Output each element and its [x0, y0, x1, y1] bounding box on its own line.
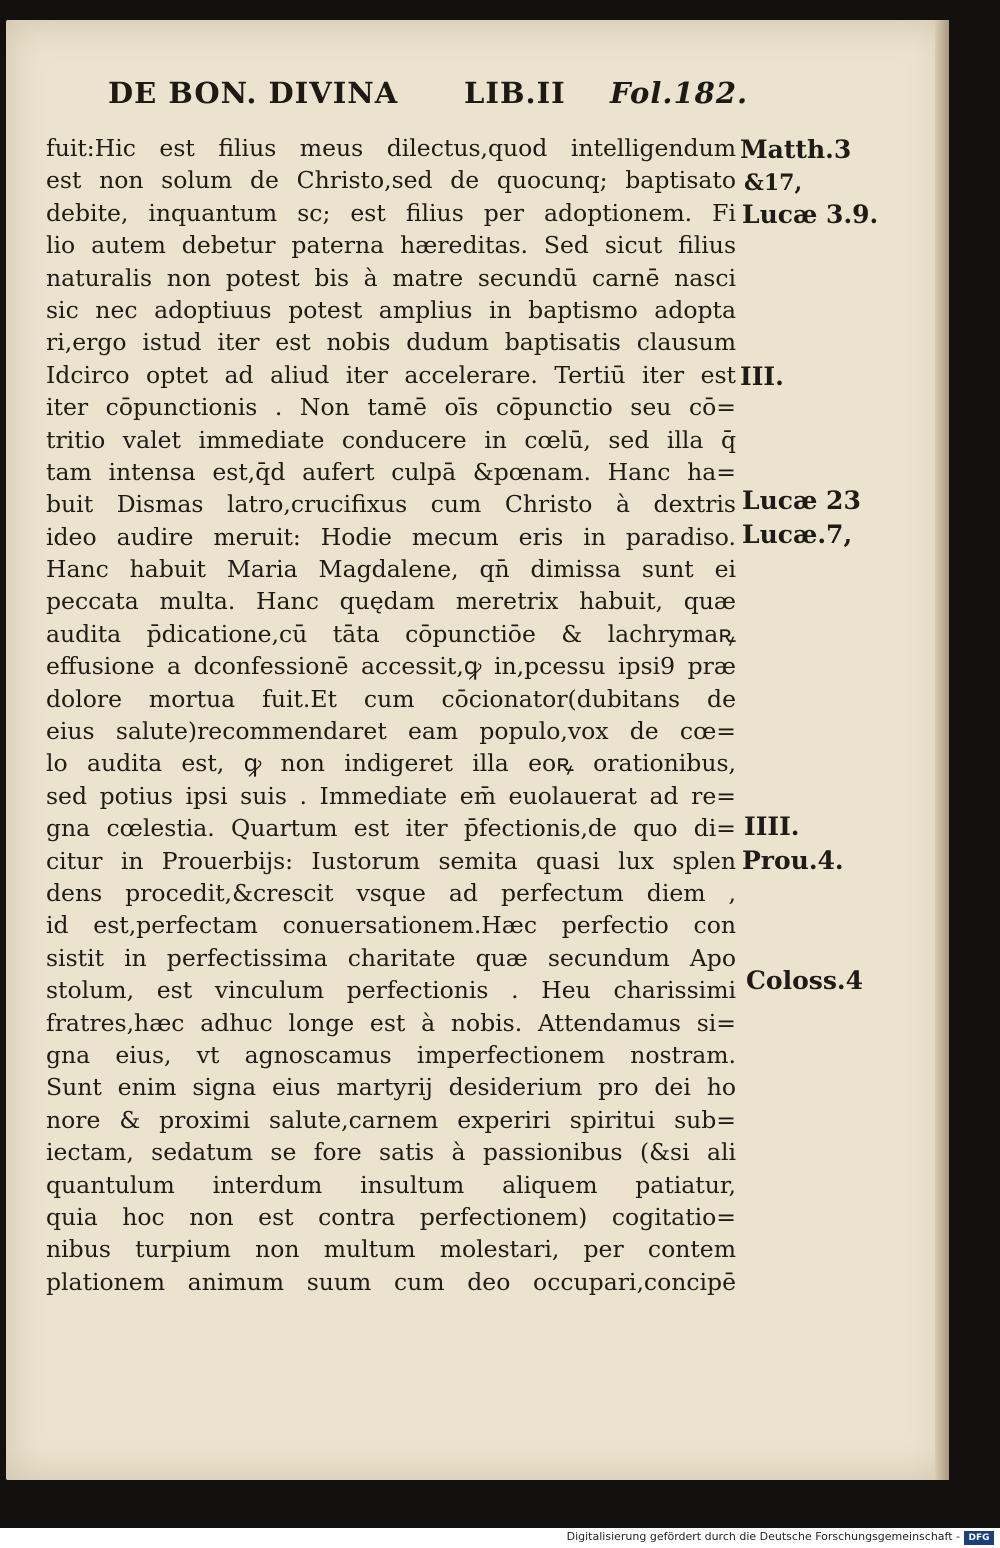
text-line: sistit in perfectissima charitate quæ secundum Apo	[46, 943, 736, 972]
text-line: plationem animum suum cum deo occupari,concipē	[46, 1267, 736, 1296]
text-line: effusione a dconfessionē accessit,ꝙ in,pcessu ipsi9 præ	[46, 652, 736, 681]
text-line: peccata multa. Hanc quędam meretrix habuit, quæ	[46, 587, 736, 616]
margin-note-lucae-23: Lucæ 23	[742, 486, 861, 515]
footer-bar	[0, 1528, 1000, 1548]
text-line: debite, inquantum sc; est filius per adoptionem. Fi	[46, 198, 736, 227]
text-line: naturalis non potest bis à matre secundū carnē nasci	[46, 263, 736, 292]
text-line: tritio valet immediate conducere in cœlū, sed illa q̄	[46, 425, 736, 454]
text-line: sic nec adoptiuus potest amplius in baptismo adopta	[46, 295, 736, 324]
text-line: dens procedit,&crescit vsque ad perfectum diem ,	[46, 878, 736, 907]
text-line: ideo audire meruit: Hodie mecum eris in paradiso.	[46, 522, 736, 551]
text-line: lio autem debetur paterna hæreditas. Sed sicut filius	[46, 231, 736, 260]
text-line: audita p̄dicatione,cū tāta cōpunctiōe & lachrymaꝶ	[46, 619, 736, 648]
margin-note-lucae-3: Lucæ 3.9.	[742, 200, 879, 229]
text-line: gna cœlestia. Quartum est iter p̄fectionis,de quo di=	[46, 814, 736, 843]
margin-note-17: &17,	[744, 170, 803, 196]
text-line: nore & proximi salute,carnem experiri spiritui sub=	[46, 1105, 736, 1134]
text-line: est non solum de Christo,sed de quocunq; baptisato	[46, 166, 736, 195]
header-book: LIB.II	[464, 76, 566, 110]
footer-credit: Digitalisierung gefördert durch die Deutsche Forschungsgemeinschaft -	[566, 1530, 960, 1543]
text-line: tam intensa est,q̄d aufert culpā &pœnam. Hanc ha=	[46, 457, 736, 486]
body-text	[46, 132, 736, 1298]
text-line: Sunt enim signa eius martyrij desiderium pro dei ho	[46, 1073, 736, 1102]
text-line: quia hoc non est contra perfectionem) cogitatio=	[46, 1202, 736, 1231]
text-line: ri,ergo istud iter est nobis dudum baptisatis clausum	[46, 328, 736, 357]
text-line: iter cōpunctionis . Non tamē oīs cōpunctio seu cō=	[46, 393, 736, 422]
text-line: stolum, est vinculum perfectionis . Heu charissimi	[46, 976, 736, 1005]
text-line: buit Dismas latro,crucifixus cum Christo à dextris	[46, 490, 736, 519]
folio-number: Fol.182.	[610, 76, 749, 110]
margin-note-lucae-7: Lucæ.7,	[742, 520, 853, 549]
dfg-logo: DFG	[964, 1531, 994, 1545]
text-line: gna eius, vt agnoscamus imperfectionem nostram.	[46, 1040, 736, 1069]
margin-note-prou: Prou.4.	[742, 846, 844, 875]
text-line: fuit:Hic est filius meus dilectus,quod intelligendum	[46, 134, 736, 162]
text-line: id est,perfectam conuersationem.Hæc perfectio con	[46, 911, 736, 940]
text-line: quantulum interdum insultum aliquem patiatur,	[46, 1170, 736, 1199]
text-line: iectam, sedatum se fore satis à passionibus (&si ali	[46, 1138, 736, 1167]
margin-note-iii: III.	[740, 362, 784, 391]
text-line: nibus turpium non multum molestari, per contem	[46, 1235, 736, 1264]
text-line: Hanc habuit Maria Magdalene, qn̄ dimissa sunt ei	[46, 555, 736, 584]
text-line: citur in Prouerbijs: Iustorum semita quasi lux splen	[46, 846, 736, 875]
header-title: DE BON. DIVINA	[108, 76, 399, 110]
running-header	[108, 76, 749, 116]
text-line: sed potius ipsi suis . Immediate em̄ euolauerat ad re=	[46, 781, 736, 810]
margin-note-matth: Matth.3	[740, 135, 852, 164]
margin-note-iiii: IIII.	[744, 812, 800, 841]
text-line: eius salute)recommendaret eam populo,vox de cœ=	[46, 717, 736, 746]
text-line: lo audita est, ꝙ non indigeret illa eoꝶ orationibus,	[46, 749, 736, 778]
text-line: dolore mortua fuit.Et cum cōcionator(dubitans de	[46, 684, 736, 713]
margin-note-coloss: Coloss.4	[746, 966, 863, 995]
text-line: Idcirco optet ad aliud iter accelerare. Tertiū iter est	[46, 360, 736, 389]
text-line: fratres,hæc adhuc longe est à nobis. Attendamus si=	[46, 1008, 736, 1037]
page-edge	[935, 20, 949, 1480]
